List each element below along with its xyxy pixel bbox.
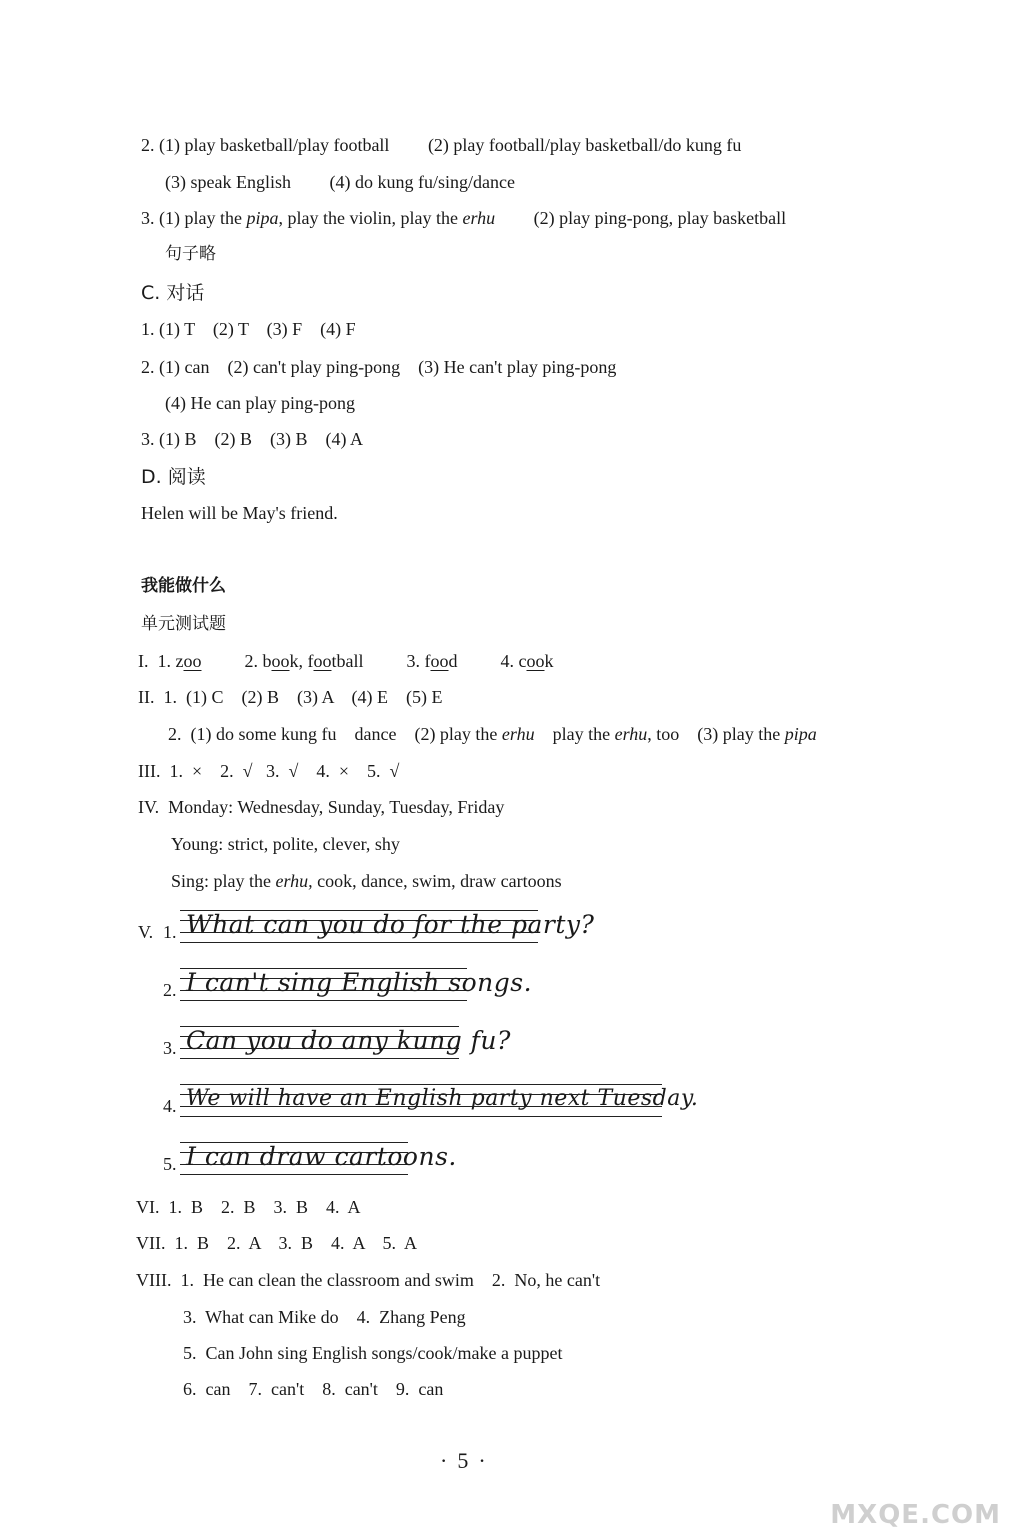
q5-item-4-num: 4. [163, 1096, 177, 1116]
handwriting-line-4 [180, 1082, 699, 1118]
question-4-line-2: Young: strict, polite, clever, shy [171, 834, 400, 854]
question-8-line-3: 5. Can John sing English songs/cook/make a puppet [183, 1343, 563, 1363]
section-c-title-cn: 对话 [166, 282, 205, 304]
section-d-letter: D. [141, 466, 162, 488]
handwriting-line-2 [180, 966, 533, 1002]
section-c-title [141, 281, 204, 305]
b-line-3-c: , play the violin, play the [278, 208, 463, 228]
b-line-3-e: (2) play ping-pong, play basketball [533, 208, 787, 228]
c-line-2b: (4) He can play ping-pong [165, 393, 355, 413]
q1-item-1: zoo [175, 651, 202, 671]
handwriting-text-3: Can you do any kung fu? [186, 1026, 511, 1055]
question-5-label: V. [138, 922, 154, 942]
section-c-letter: C. [141, 282, 161, 304]
q1-item-4: cook [518, 651, 554, 671]
b-line-3-number: 3. [141, 208, 155, 228]
q5-item-3-num: 3. [163, 1038, 177, 1058]
question-6: VI. 1. B 2. B 3. B 4. A [136, 1197, 361, 1217]
q5-item-5-num: 5. [163, 1154, 177, 1174]
q1-item-2: book, football [262, 651, 364, 671]
b-line-2b [165, 171, 515, 193]
c-line-2a: 2. (1) can (2) can't play ping-pong (3) He can't play ping-pong [141, 357, 617, 377]
q1-item-2-num: 2. [244, 651, 258, 671]
b-line-3-note: 句子略 [165, 244, 216, 264]
b-line-3-a: (1) play the [159, 208, 247, 228]
q1-item-3: food [424, 651, 458, 671]
question-1 [138, 650, 554, 672]
watermark-logo: MXQE.COM [830, 1500, 1001, 1530]
question-1-label: I. [138, 651, 149, 671]
question-2-line-1: II. 1. (1) C (2) B (3) A (4) E (5) E [138, 687, 443, 707]
b-line-2-part1: (1) play basketball/play football [159, 135, 390, 155]
unit-subtitle: 单元测试题 [141, 614, 226, 634]
question-4-line-3: Sing: play the erhu, cook, dance, swim, draw cartoons [171, 871, 562, 891]
section-d-title [141, 465, 206, 489]
question-8-line-4: 6. can 7. can't 8. can't 9. can [183, 1379, 444, 1399]
q1-item-3-num: 3. [406, 651, 420, 671]
b-line-2b-part1: (3) speak English [165, 172, 291, 192]
q5-item-2-num: 2. [163, 980, 177, 1000]
b-line-3-pipa: pipa [246, 208, 279, 228]
q5-item-1-num: 1. [163, 922, 177, 942]
question-8-line-1: VIII. 1. He can clean the classroom and swim 2. No, he can't [136, 1270, 601, 1290]
b-line-3 [141, 207, 786, 229]
b-line-2-part2: (2) play football/play basketball/do kung fu [427, 135, 742, 155]
question-7: VII. 1. B 2. A 3. B 4. A 5. A [136, 1233, 418, 1253]
b-line-2b-part2: (4) do kung fu/sing/dance [329, 172, 515, 192]
c-line-3: 3. (1) B (2) B (3) B (4) A [141, 429, 363, 449]
handwriting-line-1 [180, 908, 595, 944]
d-text: Helen will be May's friend. [141, 503, 338, 523]
question-4-line-1: IV. Monday: Wednesday, Sunday, Tuesday, Friday [138, 797, 505, 817]
handwriting-text-4: We will have an English party next Tuesday. [186, 1086, 699, 1111]
b-line-2a [141, 134, 741, 156]
handwriting-text-5: I can draw cartoons. [186, 1142, 457, 1171]
q1-item-4-num: 4. [500, 651, 514, 671]
c-line-1: 1. (1) T (2) T (3) F (4) F [141, 319, 356, 339]
q1-item-1-num: 1. [157, 651, 171, 671]
question-8-line-2: 3. What can Mike do 4. Zhang Peng [183, 1307, 466, 1327]
question-3: III. 1. × 2. √ 3. √ 4. × 5. √ [138, 761, 400, 781]
handwriting-text-1: What can you do for the party? [186, 910, 595, 939]
section-d-title-cn: 阅读 [167, 466, 206, 488]
b-line-2-number: 2. [141, 135, 155, 155]
handwriting-text-2: I can't sing English songs. [186, 968, 533, 997]
question-2-line-2: 2. (1) do some kung fu dance (2) play the erhu play the erhu, too (3) play the pipa [168, 724, 817, 744]
unit-title: 我能做什么 [141, 576, 226, 596]
handwriting-line-3 [180, 1024, 511, 1060]
page-number: ·5· [440, 1448, 496, 1473]
handwriting-line-5 [180, 1140, 457, 1176]
b-line-3-erhu: erhu [462, 208, 496, 228]
